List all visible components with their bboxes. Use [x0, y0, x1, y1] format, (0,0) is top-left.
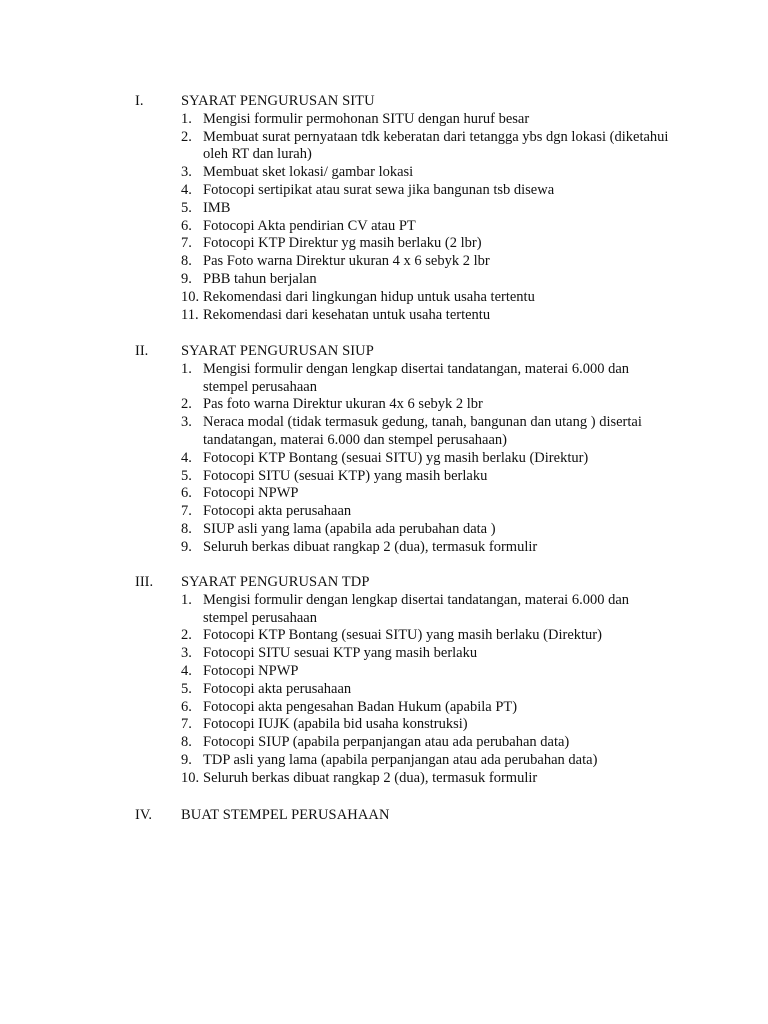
section-tdp: [0, 574, 768, 788]
item-text: Fotocopi akta perusahaan: [203, 503, 352, 520]
item-text: Fotocopi Akta pendirian CV atau PT: [203, 217, 416, 234]
item-text: Seluruh berkas dibuat rangkap 2 (dua), termasuk formulir: [203, 769, 538, 786]
section-heading: [0, 93, 768, 111]
item-number: 6.: [181, 217, 192, 234]
list-item: [0, 770, 768, 788]
item-number: 9.: [181, 751, 192, 768]
item-text: Fotocopi KTP Direktur yg masih berlaku (2 lbr): [203, 235, 482, 252]
item-number: 10.: [181, 288, 200, 305]
list-item: [0, 752, 768, 770]
item-number: 8.: [181, 520, 192, 537]
item-text: Fotocopi SITU sesuai KTP yang masih berlaku: [203, 645, 478, 662]
requirement-list: [0, 361, 768, 557]
item-number: 4.: [181, 181, 192, 198]
list-item: [0, 627, 768, 645]
item-number: 1.: [181, 110, 192, 127]
requirement-list: [0, 111, 768, 325]
list-item: [0, 539, 768, 557]
list-item: [0, 396, 768, 414]
item-number: 2.: [181, 128, 192, 145]
item-text: Fotocopi KTP Bontang (sesuai SITU) yg masih berlaku (Direktur): [203, 449, 589, 466]
list-item: [0, 235, 768, 253]
section-title: SYARAT PENGURUSAN SITU: [181, 93, 375, 109]
section-situ: [0, 93, 768, 324]
item-number: 8.: [181, 253, 192, 270]
item-text: Pas Foto warna Direktur ukuran 4 x 6 sebyk 2 lbr: [203, 253, 490, 270]
item-number: 5.: [181, 467, 192, 484]
item-text: Fotocopi SIUP (apabila perpanjangan atau ada perubahan data): [203, 734, 570, 751]
list-item: [0, 307, 768, 325]
item-number: 9.: [181, 270, 192, 287]
item-text: Fotocopi akta pengesahan Badan Hukum (apabila PT): [203, 698, 518, 715]
item-text: Fotocopi NPWP: [203, 662, 299, 679]
item-number: 3.: [181, 414, 192, 431]
list-item: [0, 645, 768, 663]
item-text: Fotocopi IUJK (apabila bid usaha konstruksi): [203, 716, 468, 733]
list-item: [0, 111, 768, 129]
list-item: [0, 521, 768, 539]
item-number: 7.: [181, 503, 192, 520]
item-text: Rekomendasi dari kesehatan untuk usaha tertentu: [203, 306, 491, 323]
section-stempel: [0, 807, 768, 825]
section-number: II.: [135, 343, 149, 359]
item-text: Mengisi formulir dengan lengkap disertai tandatangan, materai 6.000 dan stempel perusahaan: [203, 591, 630, 626]
item-text: Membuat sket lokasi/ gambar lokasi: [203, 164, 414, 181]
list-item: [0, 218, 768, 236]
item-number: 2.: [181, 627, 192, 644]
section-number: III.: [135, 574, 154, 590]
section-number: I.: [135, 93, 144, 109]
item-text: Mengisi formulir dengan lengkap disertai tandatangan, materai 6.000 dan stempel perusahaan: [203, 360, 630, 395]
item-text: Fotocopi sertipikat atau surat sewa jika bangunan tsb disewa: [203, 181, 555, 198]
list-item: [0, 450, 768, 468]
item-number: 5.: [181, 680, 192, 697]
list-item: [0, 734, 768, 752]
list-item: [0, 681, 768, 699]
item-text: Fotocopi KTP Bontang (sesuai SITU) yang masih berlaku (Direktur): [203, 627, 602, 644]
item-number: 4.: [181, 662, 192, 679]
list-item: [0, 592, 768, 628]
list-item: [0, 361, 768, 397]
list-item: [0, 663, 768, 681]
item-number: 8.: [181, 734, 192, 751]
list-item: [0, 503, 768, 521]
section-heading: [0, 807, 768, 825]
list-item: [0, 200, 768, 218]
item-text: Fotocopi SITU (sesuai KTP) yang masih berlaku: [203, 467, 488, 484]
section-title: SYARAT PENGURUSAN TDP: [181, 574, 370, 590]
item-number: 7.: [181, 235, 192, 252]
item-text: Fotocopi NPWP: [203, 485, 299, 502]
section-title: SYARAT PENGURUSAN SIUP: [181, 343, 374, 359]
requirement-list: [0, 592, 768, 788]
list-item: [0, 485, 768, 503]
list-item: [0, 289, 768, 307]
section-title: BUAT STEMPEL PERUSAHAAN: [181, 807, 390, 823]
section-heading: [0, 574, 768, 592]
item-number: 10.: [181, 769, 200, 786]
section-siup: [0, 343, 768, 557]
item-number: 3.: [181, 645, 192, 662]
item-text: Mengisi formulir permohonan SITU dengan huruf besar: [203, 110, 530, 127]
item-text: Fotocopi akta perusahaan: [203, 680, 352, 697]
item-number: 11.: [181, 306, 199, 323]
list-item: [0, 414, 768, 450]
item-number: 6.: [181, 698, 192, 715]
item-text: SIUP asli yang lama (apabila ada perubahan data ): [203, 520, 496, 537]
list-item: [0, 699, 768, 717]
item-text: Pas foto warna Direktur ukuran 4x 6 sebyk 2 lbr: [203, 396, 483, 413]
item-text: Rekomendasi dari lingkungan hidup untuk usaha tertentu: [203, 288, 535, 305]
item-text: TDP asli yang lama (apabila perpanjangan atau ada perubahan data): [203, 751, 598, 768]
item-number: 1.: [181, 360, 192, 377]
list-item: [0, 253, 768, 271]
item-number: 6.: [181, 485, 192, 502]
item-text: Neraca modal (tidak termasuk gedung, tanah, bangunan dan utang ) disertai tandatangan, materai 6.000 dan stempel perusahaan): [203, 414, 642, 448]
item-number: 4.: [181, 449, 192, 466]
item-number: 9.: [181, 538, 192, 555]
list-item: [0, 129, 768, 165]
list-item: [0, 468, 768, 486]
item-number: 5.: [181, 199, 192, 216]
item-text: Seluruh berkas dibuat rangkap 2 (dua), termasuk formulir: [203, 538, 538, 555]
item-text: PBB tahun berjalan: [203, 270, 317, 287]
list-item: [0, 716, 768, 734]
list-item: [0, 164, 768, 182]
item-text: Membuat surat pernyataan tdk keberatan dari tetangga ybs dgn lokasi (diketahui oleh RT dan lurah): [203, 128, 669, 163]
list-item: [0, 182, 768, 200]
item-number: 3.: [181, 164, 192, 181]
section-heading: [0, 343, 768, 361]
item-number: 1.: [181, 591, 192, 608]
item-number: 7.: [181, 716, 192, 733]
item-text: IMB: [203, 199, 231, 216]
item-number: 2.: [181, 396, 192, 413]
section-number: IV.: [135, 807, 153, 823]
list-item: [0, 271, 768, 289]
